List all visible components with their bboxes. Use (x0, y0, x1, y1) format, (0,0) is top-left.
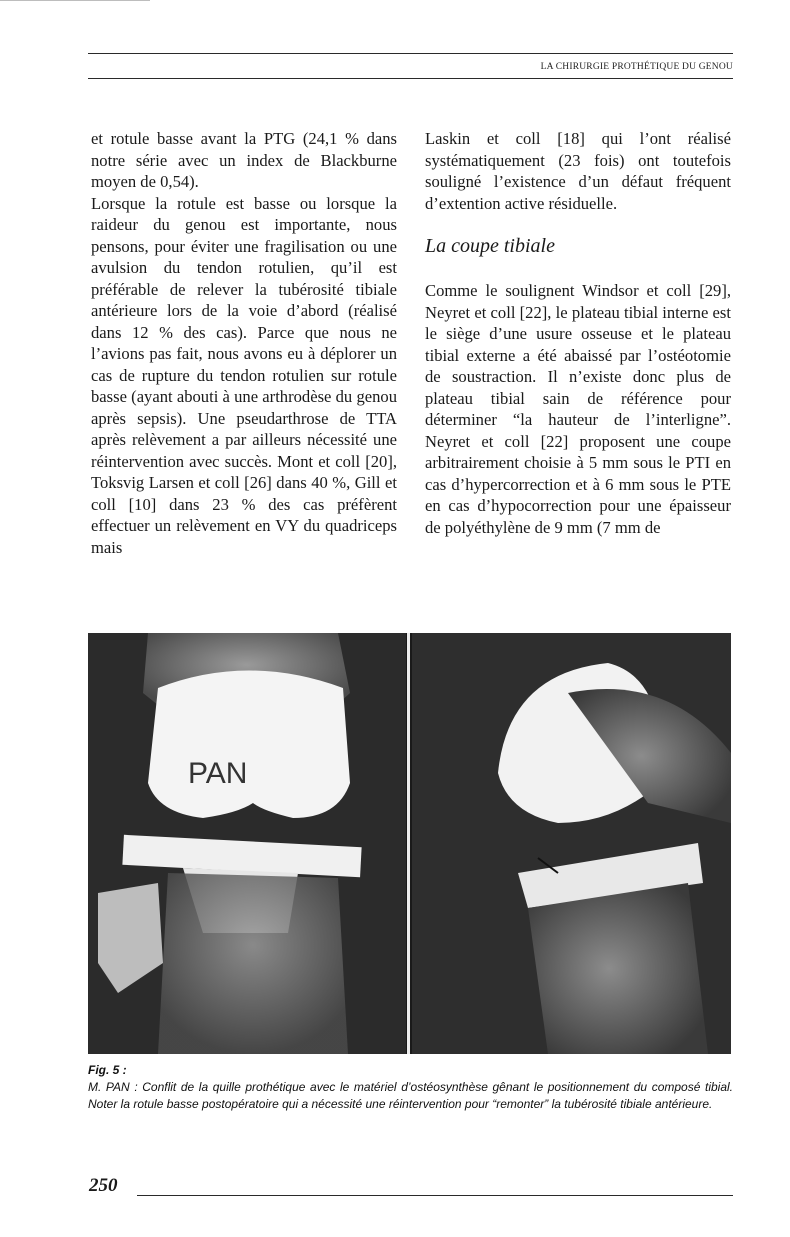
right-paragraph-2: Comme le soulignent Windsor et coll [29], Neyret et coll [22], le plateau tibial interne est le siège d’une usure osseuse et le plateau tibial externe a été abaissé par l’ostéotomie de soustraction. Il n’existe donc plus de plateau tibial sain de référence pour déterminer “la hauteur de l’interligne”. Neyret et coll [22] proposent une coupe arbitrairement choisie à 5 mm sous le PTI en cas d’hypercorrection et à 6 mm sous le PTE en cas d’hypocorrection pour une épaisseur de polyéthylène de 9 mm (7 mm de (425, 281, 731, 537)
left-paragraph-1: et rotule basse avant la PTG (24,1 % dans notre série avec un index de Blackburne moyen de 0,54). (91, 129, 397, 191)
figure-label: Fig. 5 : (88, 1063, 127, 1077)
page-number: 250 (89, 1175, 118, 1196)
right-paragraph-1: Laskin et coll [18] qui l’ont réalisé systématiquement (23 fois) ont toutefois souligné l’existence d’un défaut fréquent d’extention active résiduelle. (425, 129, 731, 213)
header-rule-top (88, 53, 733, 54)
figure-caption (88, 1062, 733, 1113)
tibia-right (528, 883, 708, 1054)
top-edge-line (0, 0, 150, 1)
figure-caption-text: M. PAN : Conflit de la quille prothétique avec le matériel d’ostéosynthèse gênant le positionnement du composé tibial. Noter la rotule basse postopératoire qui a nécessité une réintervention pour “remonter” la tubérosité tibiale antérieure. (88, 1080, 733, 1111)
tibia-left (158, 873, 348, 1054)
running-head: LA CHIRURGIE PROTHÉTIQUE DU GENOU (540, 62, 733, 72)
xray-figure (88, 633, 731, 1054)
right-column (425, 128, 731, 538)
section-title: La coupe tibiale (425, 235, 555, 257)
xray-label: PAN (188, 757, 248, 790)
left-column (91, 128, 397, 558)
footer-rule (137, 1195, 733, 1196)
xray-image (88, 633, 731, 1054)
left-paragraph-2: Lorsque la rotule est basse ou lorsque la raideur du genou est importante, nous pensons, pour éviter une fragilisation ou une avulsion du tendon rotulien, qu’il est préférable de relever la tubérosité tibiale antérieure lors de la voie d’abord (réalisé dans 12 % des cas). Parce que nous ne l’avions pas fait, nous avons eu à déplorer un cas de rupture du tendon rotulien sur rotule basse (ayant abouti à une arthrodèse du genou après sepsis). Une pseudarthrose de TTA après relèvement a par ailleurs nécessité une réintervention avec succès. Mont et coll [20], Toksvig Larsen et coll [26] dans 40 %, Gill et coll [10] dans 23 % des cas préfèrent effectuer un relèvement en VY du quadriceps mais (91, 193, 397, 557)
femoral-component (148, 671, 350, 819)
header-rule-bottom (88, 78, 733, 79)
xray-marker-line (407, 633, 410, 1054)
